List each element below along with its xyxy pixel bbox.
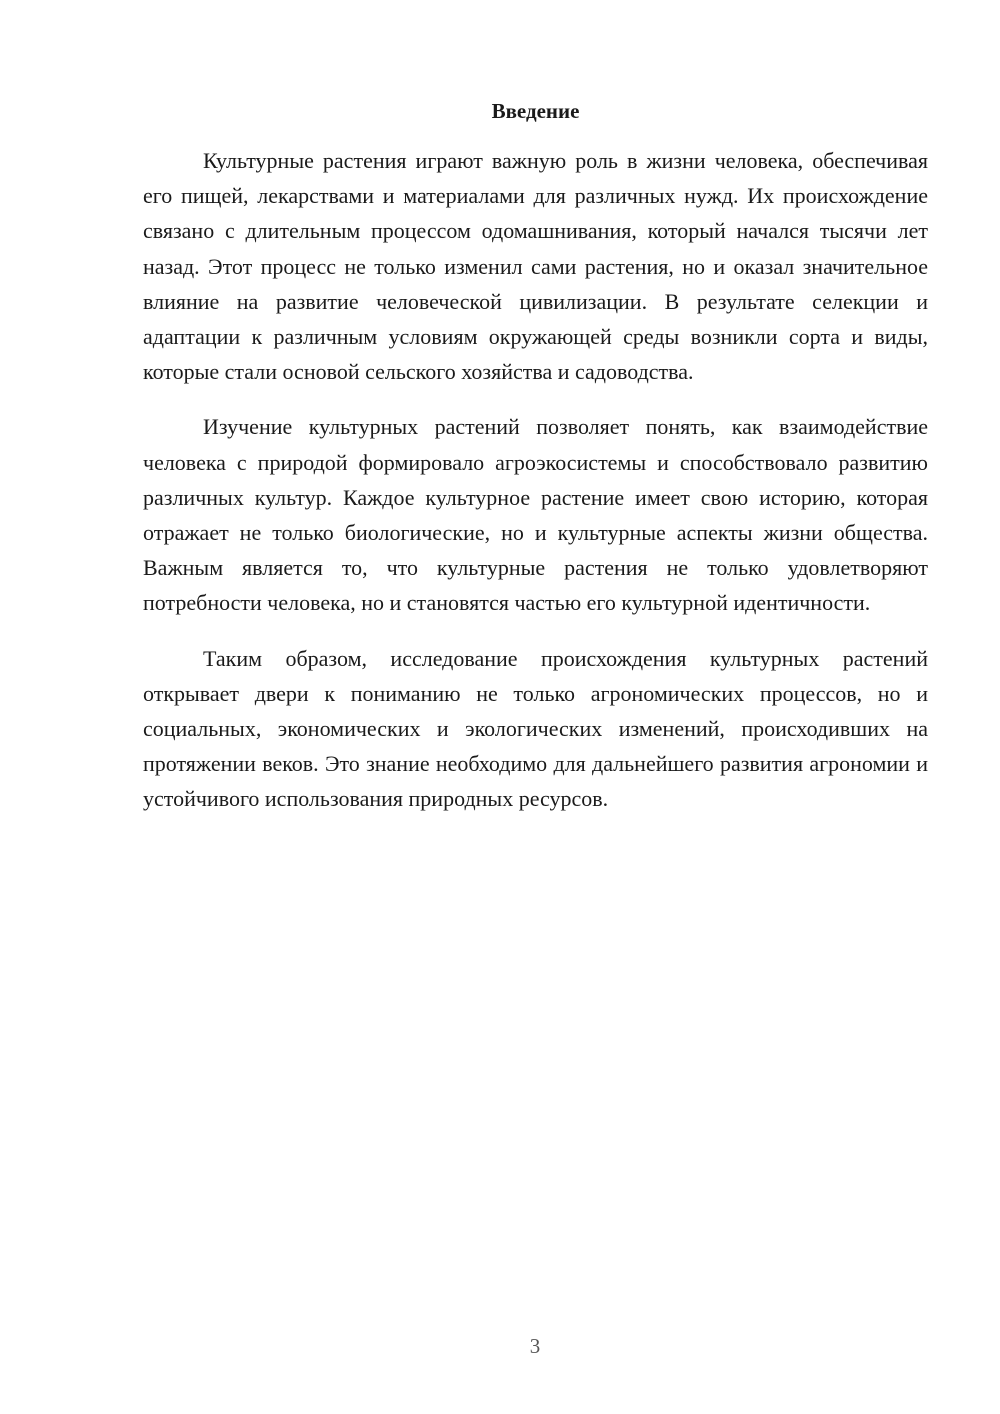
page-number: 3: [529, 1334, 541, 1358]
section-title: Введение: [491, 99, 580, 123]
paragraph-2: Изучение культурных растений позволяет понять, как взаимодействие человека с природой формировало агроэкосистемы и способствовало развитию различных культур. Каждое культурное растение имеет свою историю, которая отражает не только биологические, но и культурные аспекты жизни общества. Важным является то, что культурные растения не только удовлетворяют потребности человека, но и становятся частью его культурной идентичности.: [143, 414, 928, 616]
paragraph-1: Культурные растения играют важную роль в жизни человека, обеспечивая его пищей, лекарствами и материалами для различных нужд. Их происхождение связано с длительным процессом одомашнивания, который начался тысячи лет назад. Этот процесс не только изменил сами растения, но и оказал значительное влияние на развитие человеческой цивилизации. В результате селекции и адаптации к различным условиям окружающей среды возникли сорта и виды, которые стали основой сельского хозяйства и садоводства.: [143, 148, 928, 385]
body-text: [143, 143, 928, 837]
paragraph-3: Таким образом, исследование происхождения культурных растений открывает двери к пониманию не только агрономических процессов, но и социальных, экономических и экологических изменений, происходивших на протяжении веков. Это знание необходимо для дальнейшего развития агрономии и устойчивого использования природных ресурсов.: [143, 645, 928, 812]
